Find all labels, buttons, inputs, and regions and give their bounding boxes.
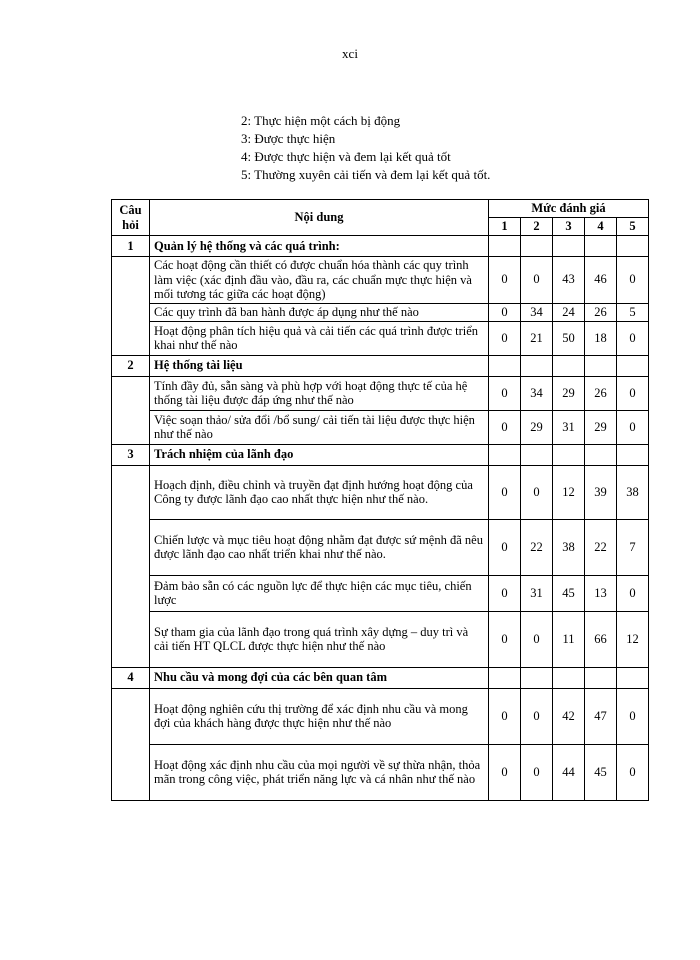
empty-cell — [585, 667, 617, 688]
section-title: Quản lý hệ thống và các quá trình: — [150, 236, 489, 257]
legend-item: 5: Thường xuyên cải tiến và đem lại kết quả tốt. — [241, 167, 491, 182]
empty-cell — [617, 355, 649, 376]
empty-cell — [521, 444, 553, 465]
score-cell: 26 — [585, 376, 617, 410]
section-number: 4 — [112, 667, 150, 688]
question-row — [112, 321, 649, 355]
empty-cell — [521, 236, 553, 257]
score-cell: 31 — [553, 410, 585, 444]
section-number: 2 — [112, 355, 150, 376]
question-text: Việc soạn thảo/ sửa đổi /bổ sung/ cải tiến tài liệu được thực hiện như thế nào — [150, 410, 489, 444]
score-cell: 0 — [489, 519, 521, 575]
score-cell: 7 — [617, 519, 649, 575]
section-title: Hệ thống tài liệu — [150, 355, 489, 376]
score-cell: 46 — [585, 257, 617, 304]
score-cell: 47 — [585, 688, 617, 744]
score-cell: 11 — [553, 611, 585, 667]
score-cell: 38 — [553, 519, 585, 575]
empty-cell — [489, 236, 521, 257]
question-text: Hoạt động nghiên cứu thị trường để xác định nhu cầu và mong đợi của khách hàng được thực hiện như thế nào — [150, 688, 489, 744]
score-cell: 0 — [521, 257, 553, 304]
question-text: Sự tham gia của lãnh đạo trong quá trình xây dựng – duy trì và cải tiến HT QLCL được thực hiện như thế nào — [150, 611, 489, 667]
section-row — [112, 236, 649, 257]
empty-cell — [617, 667, 649, 688]
score-cell: 0 — [521, 611, 553, 667]
empty-cell — [521, 667, 553, 688]
question-row — [112, 611, 649, 667]
score-cell: 29 — [585, 410, 617, 444]
question-text: Hoạt động xác định nhu cầu của mọi người về sự thừa nhận, thỏa mãn trong công việc, phát triển năng lực và cá nhân như thế nào — [150, 744, 489, 800]
score-cell: 0 — [489, 376, 521, 410]
question-number-cell — [112, 688, 150, 800]
empty-cell — [553, 355, 585, 376]
score-cell: 0 — [489, 688, 521, 744]
score-cell: 26 — [585, 303, 617, 321]
score-cell: 0 — [489, 410, 521, 444]
score-cell: 42 — [553, 688, 585, 744]
score-cell: 0 — [521, 744, 553, 800]
page-number: xci — [342, 46, 358, 61]
empty-cell — [585, 236, 617, 257]
score-cell: 0 — [617, 321, 649, 355]
legend-item: 2: Thực hiện một cách bị động — [241, 113, 401, 128]
empty-cell — [617, 236, 649, 257]
section-title: Nhu cầu và mong đợi của các bên quan tâm — [150, 667, 489, 688]
score-cell: 0 — [617, 688, 649, 744]
empty-cell — [553, 236, 585, 257]
score-cell: 0 — [617, 410, 649, 444]
score-cell: 18 — [585, 321, 617, 355]
header-level: 5 — [617, 218, 649, 236]
empty-cell — [585, 444, 617, 465]
section-title: Trách nhiệm của lãnh đạo — [150, 444, 489, 465]
section-row — [112, 355, 649, 376]
question-row — [112, 303, 649, 321]
score-cell: 45 — [585, 744, 617, 800]
score-cell: 0 — [489, 744, 521, 800]
question-text: Hoạt động phân tích hiệu quả và cải tiến các quá trình được triển khai như thế nào — [150, 321, 489, 355]
score-cell: 0 — [489, 611, 521, 667]
score-cell: 13 — [585, 575, 617, 611]
score-cell: 38 — [617, 465, 649, 519]
score-cell: 31 — [521, 575, 553, 611]
question-text: Tính đầy đủ, sẵn sàng và phù hợp với hoạt động thực tế của hệ thống tài liệu được đáp ứng như thế nào — [150, 376, 489, 410]
score-cell: 21 — [521, 321, 553, 355]
survey-table — [111, 199, 649, 801]
question-row — [112, 575, 649, 611]
header-rating: Mức đánh giá — [489, 200, 649, 218]
rating-legend — [241, 112, 490, 184]
score-cell: 0 — [617, 257, 649, 304]
section-number: 3 — [112, 444, 150, 465]
legend-item: 3: Được thực hiện — [241, 131, 336, 146]
empty-cell — [489, 444, 521, 465]
question-row — [112, 257, 649, 304]
score-cell: 29 — [553, 376, 585, 410]
score-cell: 34 — [521, 303, 553, 321]
score-cell: 45 — [553, 575, 585, 611]
score-cell: 22 — [585, 519, 617, 575]
score-cell: 12 — [553, 465, 585, 519]
score-cell: 44 — [553, 744, 585, 800]
empty-cell — [553, 667, 585, 688]
question-row — [112, 519, 649, 575]
question-text: Các hoạt động cần thiết có được chuẩn hóa thành các quy trình làm việc (xác định đầu vào, đầu ra, các chuẩn mực thực hiện và mối tương tác giữa các hoạt động) — [150, 257, 489, 304]
header-row — [112, 200, 649, 218]
score-cell: 0 — [489, 257, 521, 304]
score-cell: 0 — [617, 376, 649, 410]
score-cell: 0 — [617, 744, 649, 800]
question-number-cell — [112, 257, 150, 356]
header-level: 1 — [489, 218, 521, 236]
score-cell: 29 — [521, 410, 553, 444]
question-row — [112, 688, 649, 744]
score-cell: 43 — [553, 257, 585, 304]
empty-cell — [521, 355, 553, 376]
score-cell: 34 — [521, 376, 553, 410]
question-row — [112, 376, 649, 410]
score-cell: 0 — [489, 575, 521, 611]
header-content: Nội dung — [150, 200, 489, 236]
score-cell: 66 — [585, 611, 617, 667]
empty-cell — [553, 444, 585, 465]
survey-body — [112, 236, 649, 801]
score-cell: 39 — [585, 465, 617, 519]
section-row — [112, 444, 649, 465]
score-cell: 0 — [617, 575, 649, 611]
question-text: Các quy trình đã ban hành được áp dụng như thế nào — [150, 303, 489, 321]
question-text: Hoạch định, điều chỉnh và truyền đạt định hướng hoạt động của Công ty được lãnh đạo cao nhất thực hiện như thế nào. — [150, 465, 489, 519]
section-number: 1 — [112, 236, 150, 257]
score-cell: 22 — [521, 519, 553, 575]
question-row — [112, 744, 649, 800]
score-cell: 5 — [617, 303, 649, 321]
empty-cell — [585, 355, 617, 376]
question-row — [112, 465, 649, 519]
score-cell: 0 — [489, 321, 521, 355]
header-level: 3 — [553, 218, 585, 236]
score-cell: 0 — [489, 465, 521, 519]
question-text: Chiến lược và mục tiêu hoạt động nhằm đạt được sứ mệnh đã nêu được lãnh đạo cao nhất triển khai như thế nào. — [150, 519, 489, 575]
score-cell: 24 — [553, 303, 585, 321]
header-question: Câu hỏi — [112, 200, 150, 236]
question-number-cell — [112, 376, 150, 444]
score-cell: 0 — [489, 303, 521, 321]
score-cell: 50 — [553, 321, 585, 355]
empty-cell — [617, 444, 649, 465]
header-level: 4 — [585, 218, 617, 236]
score-cell: 0 — [521, 688, 553, 744]
question-row — [112, 410, 649, 444]
header-level: 2 — [521, 218, 553, 236]
question-text: Đảm bảo sẵn có các nguồn lực để thực hiện các mục tiêu, chiến lược — [150, 575, 489, 611]
empty-cell — [489, 355, 521, 376]
score-cell: 0 — [521, 465, 553, 519]
question-number-cell — [112, 465, 150, 667]
section-row — [112, 667, 649, 688]
score-cell: 12 — [617, 611, 649, 667]
legend-item: 4: Được thực hiện và đem lại kết quả tốt — [241, 149, 451, 164]
empty-cell — [489, 667, 521, 688]
